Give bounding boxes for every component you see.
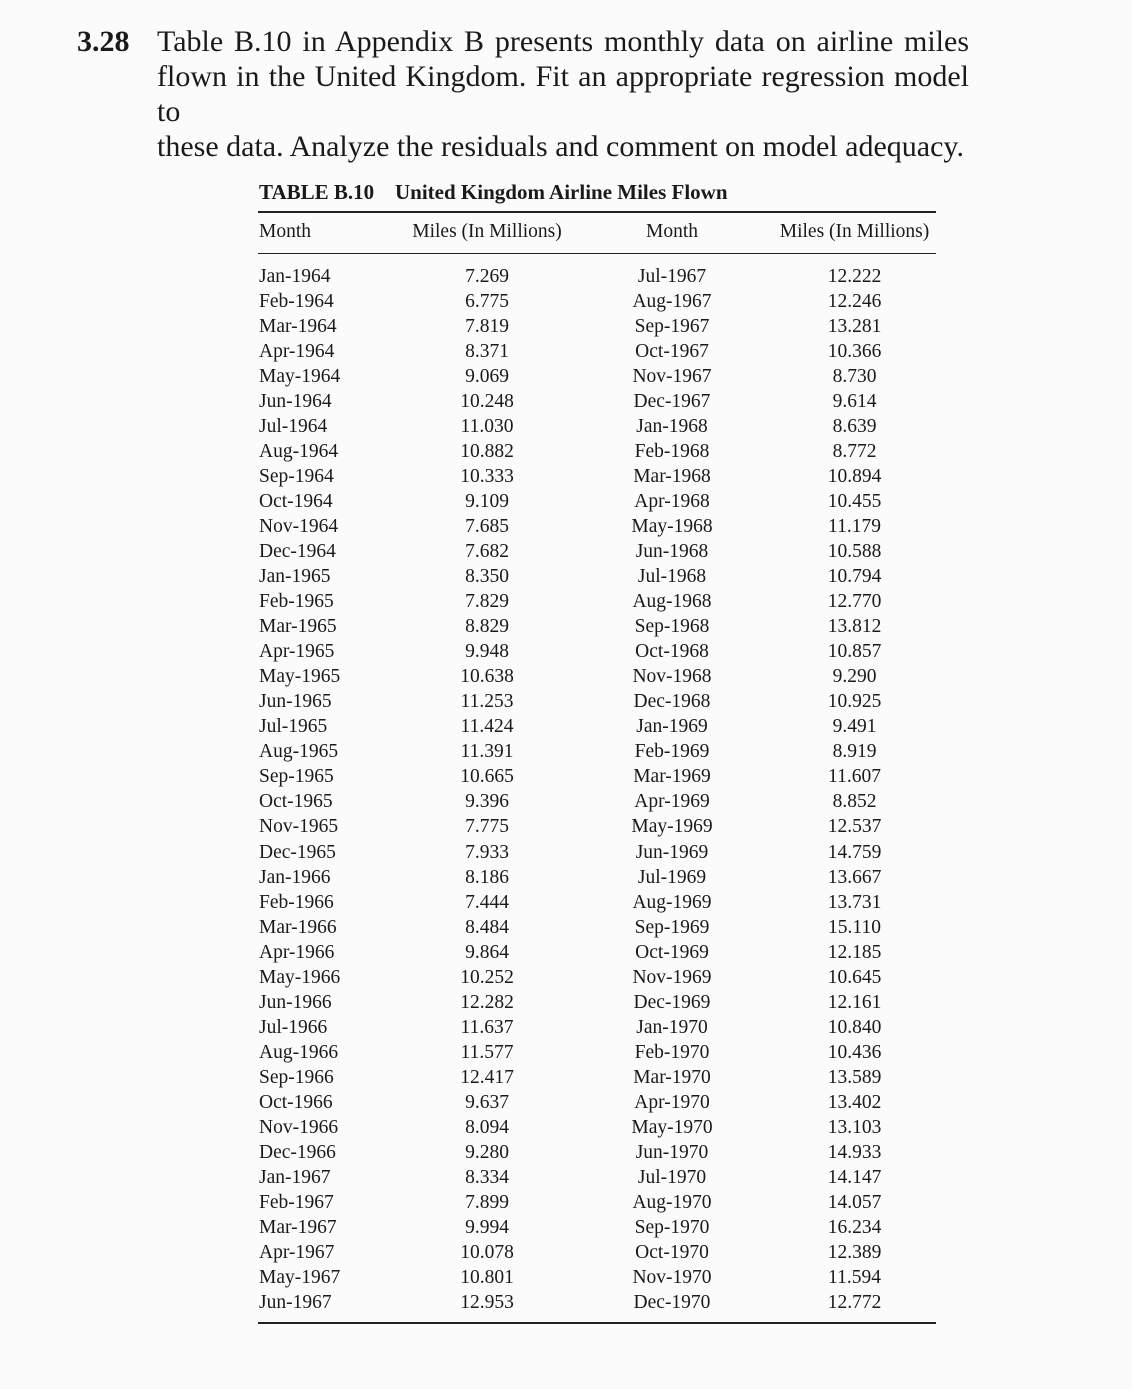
cell-miles-right: 9.491: [832, 716, 877, 738]
cell-month-left: Feb-1967: [259, 1191, 334, 1213]
cell-miles-left: 7.819: [465, 316, 509, 337]
table-row: [258, 489, 936, 514]
cell-miles-right: 13.731: [827, 891, 882, 913]
table-bottom-rule: [258, 1322, 936, 1324]
table-row: [258, 1215, 936, 1240]
cell-miles-left: 9.637: [465, 1091, 509, 1113]
cell-month-left: Apr-1965: [259, 641, 335, 663]
cell-month-left: Jul-1965: [259, 716, 328, 738]
cell-miles-left: 11.424: [460, 716, 514, 738]
cell-month-right: Feb-1970: [634, 1041, 710, 1063]
table-top-rule: [258, 211, 936, 213]
cell-miles-left: 8.186: [465, 866, 509, 888]
problem-number: 3.28: [77, 25, 130, 58]
header-miles-2: Miles (In Millions): [779, 221, 930, 242]
cell-month-left: Mar-1967: [259, 1216, 337, 1238]
cell-month-left: May-1966: [259, 966, 341, 988]
table-row: [258, 389, 936, 414]
cell-miles-right: 10.455: [827, 491, 882, 513]
header-month-2: Month: [645, 221, 698, 242]
cell-miles-right: 9.290: [832, 666, 877, 688]
table-title: United Kingdom Airline Miles Flown: [395, 180, 728, 204]
table-row: [258, 1140, 936, 1165]
cell-miles-left: 11.030: [460, 416, 514, 438]
cell-miles-left: 7.899: [465, 1191, 509, 1213]
cell-month-right: Nov-1970: [632, 1266, 712, 1288]
cell-month-left: Nov-1965: [259, 816, 339, 838]
cell-miles-left: 11.637: [460, 1016, 514, 1038]
cell-month-left: Jan-1967: [259, 1166, 331, 1188]
cell-month-right: Jul-1969: [637, 866, 707, 888]
table-row: [258, 289, 936, 314]
cell-miles-left: 8.371: [465, 341, 509, 363]
cell-miles-left: 9.864: [465, 941, 509, 963]
cell-miles-left: 10.801: [460, 1266, 514, 1288]
cell-month-left: Sep-1966: [259, 1066, 334, 1088]
table-header-row: [258, 219, 936, 244]
cell-month-right: Jun-1969: [635, 841, 709, 863]
cell-month-right: Jun-1968: [635, 541, 709, 563]
cell-month-left: Jun-1965: [259, 691, 332, 713]
table-row: [258, 1290, 936, 1315]
cell-month-left: Aug-1964: [259, 441, 339, 463]
cell-month-left: Dec-1964: [259, 541, 336, 563]
table-row: [258, 639, 936, 664]
cell-miles-right: 12.770: [827, 591, 882, 613]
cell-month-left: Jan-1964: [259, 266, 331, 287]
table-caption: [259, 180, 728, 205]
header-miles-1: Miles (In Millions): [412, 221, 562, 242]
table-row: [258, 464, 936, 489]
cell-miles-left: 11.391: [460, 741, 514, 763]
cell-month-right: Dec-1968: [633, 691, 711, 713]
table-label: TABLE B.10: [259, 180, 375, 204]
cell-month-left: Apr-1966: [259, 941, 335, 963]
table-row: [258, 915, 936, 940]
cell-miles-right: 8.730: [832, 366, 877, 388]
cell-month-right: Oct-1968: [635, 641, 709, 663]
table-row: [258, 564, 936, 589]
table-row: [258, 890, 936, 915]
cell-miles-right: 12.389: [827, 1241, 882, 1263]
cell-month-right: Oct-1967: [635, 341, 709, 363]
cell-month-left: Jan-1965: [259, 566, 331, 588]
cell-miles-right: 11.607: [828, 766, 881, 788]
cell-miles-right: 10.645: [827, 966, 882, 988]
cell-miles-right: 15.110: [828, 916, 881, 938]
cell-miles-right: 12.537: [827, 816, 882, 838]
cell-month-left: Oct-1966: [259, 1091, 333, 1113]
table-row: [258, 589, 936, 614]
cell-miles-right: 14.759: [827, 841, 882, 863]
cell-month-left: Aug-1966: [259, 1041, 339, 1063]
cell-month-left: Nov-1966: [259, 1116, 339, 1138]
cell-month-left: Apr-1967: [259, 1241, 335, 1263]
cell-month-right: May-1968: [631, 516, 713, 538]
cell-month-right: Jun-1970: [635, 1141, 709, 1163]
cell-month-left: Feb-1966: [259, 891, 334, 913]
cell-month-right: Oct-1970: [635, 1241, 709, 1263]
cell-month-left: Mar-1965: [259, 616, 337, 638]
cell-miles-right: 10.840: [827, 1016, 882, 1038]
problem-line-3: these data. Analyze the residuals and comment on model adequacy.: [157, 130, 964, 163]
cell-miles-left: 7.269: [465, 266, 509, 287]
table-row: [258, 814, 936, 839]
cell-miles-left: 10.665: [460, 766, 514, 788]
cell-miles-left: 10.248: [460, 391, 514, 413]
cell-month-left: Jul-1964: [259, 416, 328, 438]
cell-month-right: Sep-1968: [634, 616, 710, 638]
cell-miles-left: 7.682: [465, 541, 509, 563]
cell-miles-left: 9.109: [465, 491, 509, 513]
cell-miles-left: 10.252: [460, 966, 514, 988]
cell-miles-right: 12.246: [827, 291, 882, 312]
cell-miles-right: 14.057: [827, 1191, 882, 1213]
cell-miles-right: 10.894: [827, 466, 882, 488]
cell-month-right: Jul-1968: [637, 566, 707, 588]
table-row: [258, 1090, 936, 1115]
cell-miles-left: 7.829: [465, 591, 509, 613]
cell-month-left: Jan-1966: [259, 866, 331, 888]
cell-month-left: Sep-1964: [259, 466, 334, 488]
cell-miles-left: 9.396: [465, 791, 509, 813]
cell-miles-left: 9.069: [465, 366, 509, 388]
cell-month-right: Mar-1970: [633, 1066, 711, 1088]
table-row: [258, 1065, 936, 1090]
cell-miles-right: 12.185: [827, 941, 882, 963]
cell-month-left: Mar-1966: [259, 916, 337, 938]
cell-month-right: Mar-1968: [633, 466, 711, 488]
cell-month-right: Jan-1970: [636, 1016, 708, 1038]
cell-month-right: Dec-1967: [633, 391, 711, 413]
table-row: [258, 689, 936, 714]
cell-month-left: May-1965: [259, 666, 341, 688]
table-row: [258, 840, 936, 865]
cell-month-left: Jul-1966: [259, 1016, 328, 1038]
cell-month-left: Oct-1965: [259, 791, 333, 813]
table-row: [258, 539, 936, 564]
cell-miles-left: 12.282: [460, 991, 514, 1013]
cell-miles-right: 10.925: [827, 691, 882, 713]
cell-miles-right: 14.933: [827, 1141, 882, 1163]
cell-month-right: Sep-1967: [634, 316, 710, 337]
cell-miles-right: 8.919: [832, 741, 877, 763]
table-header-rule: [258, 253, 936, 254]
table-row: [258, 1240, 936, 1265]
cell-miles-right: 13.812: [827, 616, 882, 638]
cell-month-right: Mar-1969: [633, 766, 711, 788]
cell-miles-right: 14.147: [827, 1166, 882, 1188]
cell-month-right: Jan-1969: [636, 716, 708, 738]
cell-miles-left: 6.775: [465, 291, 509, 312]
cell-miles-right: 13.589: [827, 1066, 882, 1088]
cell-miles-right: 12.222: [827, 266, 882, 287]
cell-miles-left: 8.334: [465, 1166, 509, 1188]
cell-miles-left: 12.953: [460, 1291, 514, 1313]
table-row: [258, 1190, 936, 1215]
cell-month-right: Apr-1969: [634, 791, 710, 813]
cell-miles-left: 11.577: [460, 1041, 514, 1063]
cell-miles-left: 10.078: [460, 1241, 514, 1263]
cell-month-right: Aug-1967: [632, 291, 712, 312]
table-row: [258, 789, 936, 814]
cell-month-right: Aug-1970: [632, 1191, 712, 1213]
cell-miles-right: 16.234: [827, 1216, 882, 1238]
cell-month-left: May-1967: [259, 1266, 341, 1288]
header-month-1: Month: [259, 221, 312, 242]
cell-miles-left: 12.417: [460, 1066, 514, 1088]
cell-month-right: Oct-1969: [635, 941, 709, 963]
cell-month-right: Dec-1970: [633, 1291, 711, 1313]
table-row: [258, 1165, 936, 1190]
problem-line-1: Table B.10 in Appendix B presents monthly data on airline miles: [157, 25, 969, 58]
table-row: [258, 714, 936, 739]
cell-miles-right: 8.772: [832, 441, 877, 463]
cell-miles-right: 10.436: [827, 1041, 882, 1063]
table-row: [258, 739, 936, 764]
cell-miles-right: 13.103: [827, 1116, 882, 1138]
cell-month-left: Apr-1964: [259, 341, 335, 363]
cell-month-left: Jun-1967: [259, 1291, 332, 1313]
cell-miles-left: 9.948: [465, 641, 509, 663]
cell-miles-right: 8.852: [832, 791, 877, 813]
table-row: [258, 664, 936, 689]
cell-miles-right: 10.794: [827, 566, 882, 588]
cell-miles-right: 10.366: [827, 341, 882, 363]
cell-month-left: Dec-1965: [259, 841, 336, 863]
cell-month-right: Jul-1967: [637, 266, 707, 287]
cell-month-right: Aug-1968: [632, 591, 712, 613]
table-row: [258, 364, 936, 389]
cell-month-right: Nov-1967: [632, 366, 712, 388]
table-row: [258, 314, 936, 339]
cell-miles-right: 10.857: [827, 641, 882, 663]
cell-miles-left: 11.253: [460, 691, 514, 713]
cell-month-left: Oct-1964: [259, 491, 333, 513]
table-row: [258, 764, 936, 789]
cell-month-right: Jul-1970: [637, 1166, 707, 1188]
cell-month-right: Jan-1968: [636, 416, 708, 438]
table-row: [258, 940, 936, 965]
cell-miles-right: 11.179: [828, 516, 881, 538]
cell-month-right: Apr-1970: [634, 1091, 710, 1113]
table-row: [258, 514, 936, 539]
problem-line-2: flown in the United Kingdom. Fit an appropriate regression model to: [157, 60, 969, 128]
cell-miles-left: 10.333: [460, 466, 514, 488]
cell-miles-left: 10.882: [460, 441, 514, 463]
cell-month-right: Feb-1968: [634, 441, 710, 463]
cell-month-right: May-1970: [631, 1116, 713, 1138]
cell-miles-left: 7.933: [465, 841, 509, 863]
table-row: [258, 1040, 936, 1065]
cell-miles-left: 10.638: [460, 666, 514, 688]
cell-month-left: Feb-1965: [259, 591, 334, 613]
cell-miles-left: 8.094: [465, 1116, 509, 1138]
cell-miles-right: 10.588: [827, 541, 882, 563]
cell-month-right: Apr-1968: [634, 491, 710, 513]
cell-miles-left: 8.484: [465, 916, 509, 938]
cell-month-left: Aug-1965: [259, 741, 339, 763]
cell-month-right: Nov-1969: [632, 966, 712, 988]
cell-miles-right: 13.667: [827, 866, 882, 888]
cell-miles-left: 8.350: [465, 566, 509, 588]
cell-month-left: Feb-1964: [259, 291, 334, 312]
cell-miles-right: 13.281: [827, 316, 882, 337]
cell-month-left: Sep-1965: [259, 766, 334, 788]
cell-month-right: Feb-1969: [634, 741, 710, 763]
cell-month-right: Aug-1969: [632, 891, 712, 913]
cell-month-right: May-1969: [631, 816, 713, 838]
cell-miles-right: 9.614: [832, 391, 877, 413]
cell-miles-left: 9.280: [465, 1141, 509, 1163]
cell-month-right: Nov-1968: [632, 666, 712, 688]
cell-miles-right: 12.161: [827, 991, 882, 1013]
table-row: [258, 990, 936, 1015]
table-row: [258, 1115, 936, 1140]
cell-month-right: Sep-1970: [634, 1216, 710, 1238]
table-row: [258, 439, 936, 464]
cell-month-left: May-1964: [259, 366, 341, 388]
cell-month-left: Mar-1964: [259, 316, 337, 337]
table-row: [258, 965, 936, 990]
cell-month-left: Dec-1966: [259, 1141, 336, 1163]
table-row: [258, 1265, 936, 1290]
cell-miles-left: 8.829: [465, 616, 509, 638]
table-row: [258, 339, 936, 364]
table-row: [258, 414, 936, 439]
cell-month-right: Sep-1969: [634, 916, 710, 938]
cell-month-right: Dec-1969: [633, 991, 711, 1013]
table-row: [258, 865, 936, 890]
cell-month-left: Nov-1964: [259, 516, 339, 538]
problem-text: [157, 24, 972, 164]
cell-month-left: Jun-1964: [259, 391, 332, 413]
table-row: [258, 264, 936, 289]
cell-miles-left: 7.444: [465, 891, 509, 913]
cell-miles-right: 13.402: [827, 1091, 882, 1113]
table-row: [258, 614, 936, 639]
cell-miles-left: 9.994: [465, 1216, 509, 1238]
cell-month-left: Jun-1966: [259, 991, 332, 1013]
cell-miles-right: 12.772: [827, 1291, 882, 1313]
cell-miles-right: 8.639: [832, 416, 877, 438]
cell-miles-right: 11.594: [828, 1266, 881, 1288]
cell-miles-left: 7.685: [465, 516, 509, 538]
cell-miles-left: 7.775: [465, 816, 509, 838]
table-row: [258, 1015, 936, 1040]
